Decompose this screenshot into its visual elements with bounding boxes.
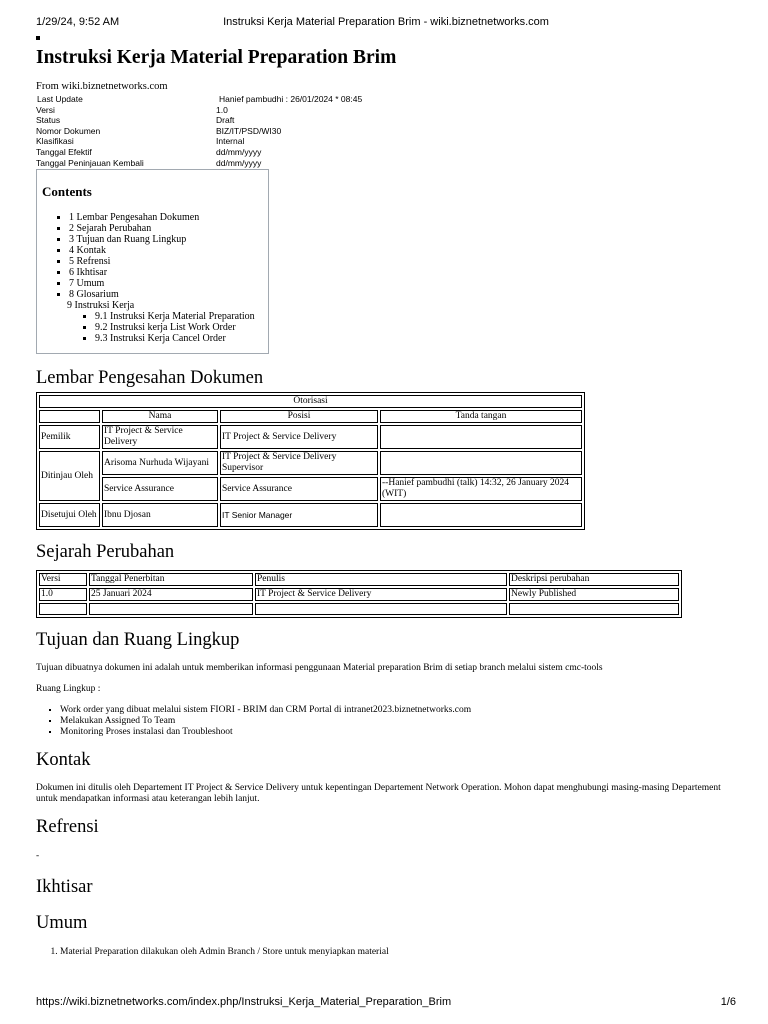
- toc-nested-group: [42, 300, 268, 344]
- toc-link[interactable]: 9.3 Instruksi Kerja Cancel Order: [95, 333, 226, 345]
- main-content: [36, 44, 736, 958]
- toc-subitem[interactable]: [95, 333, 268, 344]
- toc-link[interactable]: 8 Glosarium: [69, 289, 119, 301]
- meta-value: Draft: [216, 115, 235, 126]
- page-url: https://wiki.biznetnetworks.com/index.php/Instruksi_Kerja_Material_Preparation_Brim: [36, 996, 452, 1008]
- toc-subitem[interactable]: [95, 311, 268, 322]
- list-item: ▪ Work order yang dibuat melalui sistem FIORI - BRIM dan CRM Portal di intranet2023.biznetnetworks.com: [60, 705, 736, 716]
- section-heading-tujuan: Tujuan dan Ruang Lingkup: [36, 630, 240, 651]
- table-cell: [39, 603, 87, 615]
- toc-sublist: [67, 311, 268, 344]
- meta-row: [36, 158, 736, 169]
- meta-row: [36, 115, 736, 126]
- table-header-cell: Penulis: [255, 573, 507, 586]
- table-cell: Ibnu Djosan: [102, 503, 218, 527]
- meta-row: [36, 105, 736, 116]
- table-cell: [509, 603, 679, 615]
- table-header-cell: [39, 410, 100, 423]
- table-cell: Newly Published: [509, 588, 679, 601]
- toc-link[interactable]: 3 Tujuan dan Ruang Lingkup: [69, 234, 187, 246]
- paragraph: Ruang Lingkup :: [36, 684, 101, 695]
- list-item: ▪ Monitoring Proses instalasi dan Troubleshoot: [60, 727, 736, 738]
- meta-key: Klasifikasi: [36, 136, 74, 147]
- table-header-cell: Tanda tangan: [380, 410, 582, 423]
- toc-item[interactable]: [69, 234, 268, 245]
- table-cell: IT Project & Service Delivery: [255, 588, 507, 601]
- toc-link[interactable]: 5 Refrensi: [69, 256, 111, 268]
- meta-value: dd/mm/yyyy: [216, 146, 262, 157]
- table-cell: IT Project & Service Delivery: [102, 425, 218, 449]
- toc-item[interactable]: [69, 223, 268, 234]
- toc-item[interactable]: [69, 289, 268, 300]
- table-header-cell: Nama: [102, 410, 218, 423]
- table-cell: Pemilik: [39, 425, 100, 449]
- table-cell: IT Senior Manager: [220, 503, 378, 527]
- table-caption: Otorisasi: [39, 395, 582, 408]
- toc-link[interactable]: 9 Instruksi Kerja: [67, 300, 135, 312]
- table-header-cell: Posisi: [220, 410, 378, 423]
- meta-key: Versi: [36, 104, 55, 115]
- toc-heading: Contents: [42, 184, 92, 200]
- table-cell: 25 Januari 2024: [89, 588, 253, 601]
- document-metadata: [36, 94, 736, 168]
- table-cell: Ditinjau Oleh: [39, 451, 100, 501]
- paragraph: Tujuan dibuatnya dokumen ini adalah untuk memberikan informasi penggunaan Material preparation Brim di setiap branch melalui sistem cmc-tools: [36, 663, 603, 674]
- print-header: [36, 16, 736, 30]
- meta-value: 1.0: [216, 104, 228, 115]
- meta-value: BIZ/IT/PSD/WI30: [216, 125, 282, 136]
- table-cell: IT Project & Service Delivery Supervisor: [220, 451, 378, 475]
- table-header-cell: Deskripsi perubahan: [509, 573, 679, 586]
- toc-subitem[interactable]: [95, 322, 268, 333]
- section-heading-pengesahan: Lembar Pengesahan Dokumen: [36, 368, 264, 389]
- table-of-contents: [36, 169, 269, 354]
- table-cell: IT Project & Service Delivery: [220, 425, 378, 449]
- page-number: 1/6: [720, 996, 736, 1008]
- toc-item[interactable]: [69, 267, 268, 278]
- print-datetime: 1/29/24, 9:52 AM: [36, 16, 120, 28]
- meta-key: Status: [36, 115, 61, 126]
- toc-link[interactable]: 6 Ikhtisar: [69, 267, 108, 279]
- toc-item[interactable]: [69, 278, 268, 289]
- meta-value: dd/mm/yyyy: [216, 157, 262, 168]
- section-heading-refrensi: Refrensi: [36, 817, 99, 838]
- meta-key: Nomor Dokumen: [36, 125, 101, 136]
- paragraph: Dokumen ini ditulis oleh Departement IT Project & Service Delivery untuk kepentingan Departement Network Operation. Mohon dapat menghubungi masing-masing Departement untuk mendapatkan informasi atau keterangan lebih lanjut.: [36, 783, 721, 805]
- paragraph: -: [36, 851, 40, 862]
- list-item: 1. Material Preparation dilakukan oleh Admin Branch / Store untuk menyiapkan material: [60, 947, 736, 958]
- print-footer: [36, 996, 736, 1010]
- meta-row: [36, 126, 736, 137]
- toc-link[interactable]: 7 Umum: [69, 278, 105, 290]
- meta-key: Tanggal Peninjauan Kembali: [36, 157, 144, 168]
- toc-link[interactable]: 9.1 Instruksi Kerja Material Preparation: [95, 311, 255, 323]
- meta-value: Hanief pambudhi : 26/01/2024 * 08:45: [219, 94, 363, 104]
- table-cell: 1.0: [39, 588, 87, 601]
- toc-item[interactable]: [69, 212, 268, 223]
- table-cell: [380, 503, 582, 527]
- authorization-table: [36, 392, 585, 530]
- meta-key: Tanggal Efektif: [36, 146, 92, 157]
- table-cell: Service Assurance: [102, 477, 218, 501]
- page-title: Instruksi Kerja Material Preparation Brim: [36, 47, 397, 68]
- meta-row: [36, 136, 736, 147]
- meta-value: Internal: [216, 136, 245, 147]
- section-heading-sejarah: Sejarah Perubahan: [36, 542, 175, 563]
- toc-item[interactable]: [69, 256, 268, 267]
- table-header-cell: Tanggal Penerbitan: [89, 573, 253, 586]
- section-heading-kontak: Kontak: [36, 750, 91, 771]
- toc-list: [42, 212, 268, 300]
- toc-link[interactable]: 9.2 Instruksi kerja List Work Order: [95, 322, 236, 334]
- print-document-title: Instruksi Kerja Material Preparation Brim - wiki.biznetnetworks.com: [223, 16, 549, 28]
- site-sub: From wiki.biznetnetworks.com: [36, 81, 168, 92]
- table-cell: [255, 603, 507, 615]
- meta-row: [36, 94, 736, 105]
- table-cell: Service Assurance: [220, 477, 378, 501]
- toc-link[interactable]: 2 Sejarah Perubahan: [69, 223, 152, 235]
- table-cell: Arisoma Nurhuda Wijayani: [102, 451, 218, 475]
- meta-row: [36, 147, 736, 158]
- table-cell: [89, 603, 253, 615]
- meta-key: Last Update: [37, 94, 83, 104]
- table-cell: [380, 425, 582, 449]
- table-cell: [380, 451, 582, 475]
- section-heading-umum: Umum: [36, 913, 88, 934]
- section-heading-ikhtisar: Ikhtisar: [36, 877, 93, 898]
- list-item: ▪ Melakukan Assigned To Team: [60, 716, 736, 727]
- scope-list: [36, 705, 736, 738]
- table-cell: --Hanief pambudhi (talk) 14:32, 26 January 2024 (WIT): [380, 477, 582, 501]
- toc-link[interactable]: 1 Lembar Pengesahan Dokumen: [69, 212, 200, 224]
- toc-item[interactable]: [69, 245, 268, 256]
- change-history-table: [36, 570, 682, 618]
- toc-link[interactable]: 4 Kontak: [69, 245, 106, 257]
- table-header-cell: Versi: [39, 573, 87, 586]
- square-bullet-icon: [36, 36, 40, 40]
- numbered-list: [36, 947, 736, 958]
- table-cell: Disetujui Oleh: [39, 503, 100, 527]
